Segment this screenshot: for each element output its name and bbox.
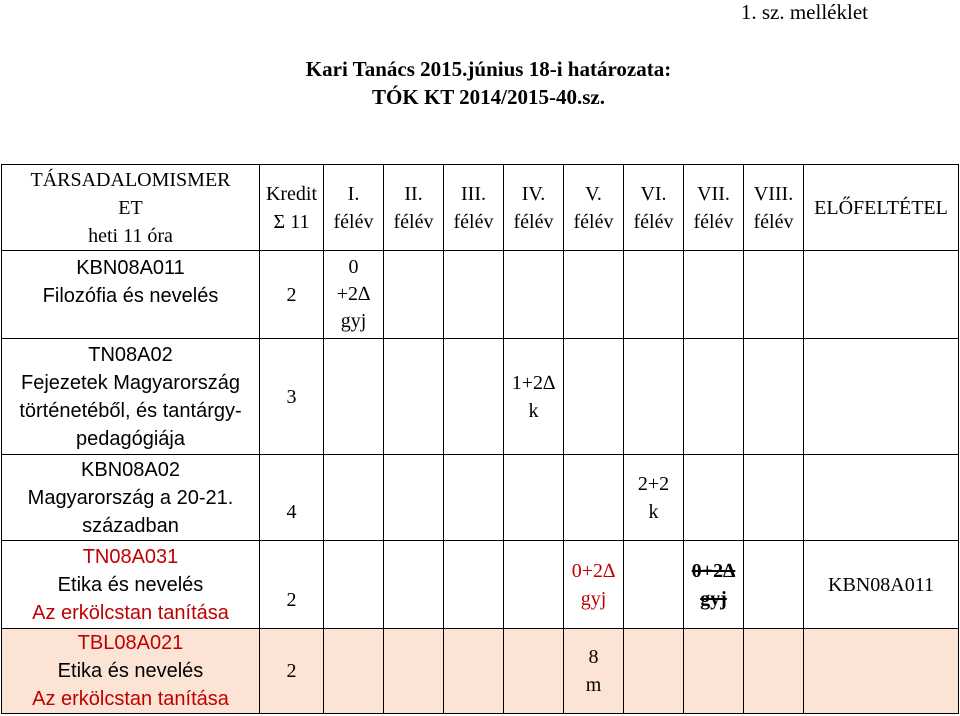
header-row: [2, 165, 959, 251]
table-row: [2, 629, 959, 714]
subject-code: TN08A031: [82, 545, 179, 568]
semester-cell: [564, 339, 624, 455]
semester-cell: [564, 455, 624, 541]
header-credit-label: Kredit: [265, 182, 318, 205]
subject-code: TN08A02: [88, 343, 173, 366]
curriculum-table: [1, 164, 959, 714]
assessment-type: gyj: [340, 310, 367, 332]
subject-name-alt: Az erkölcstan tanítása: [32, 688, 229, 710]
semester-cell: [384, 629, 444, 714]
header-subject-line-3: heti 11 óra: [88, 224, 173, 247]
semester-word: félév: [453, 210, 494, 233]
document-heading: [0, 55, 960, 111]
semester-cell: [624, 455, 684, 541]
subject-name: Etika és nevelés: [57, 660, 204, 682]
subject-name: Fejezetek Magyarország: [21, 371, 240, 394]
semester-word: félév: [393, 210, 434, 233]
prereq-cell: [804, 629, 959, 714]
prereq-cell: [804, 455, 959, 541]
header-semester-8: [744, 165, 804, 251]
subject-cell: [2, 339, 260, 455]
header-credit-sum: Σ 11: [273, 210, 310, 233]
semester-cell: [744, 629, 804, 714]
subject-code: KBN08A02: [81, 458, 180, 481]
subject-name: Filozófia és nevelés: [42, 285, 219, 307]
header-subject-cell: [2, 165, 260, 251]
table-row: [2, 251, 959, 339]
semester-word: félév: [753, 210, 794, 233]
assessment-type: m: [585, 674, 602, 696]
subject-code: KBN08A011: [76, 257, 185, 279]
subject-name: Etika és nevelés: [57, 573, 204, 596]
subject-name: században: [82, 514, 179, 537]
header-subject-line-2: ET: [118, 196, 143, 219]
semester-word: félév: [633, 210, 674, 233]
subject-code: TBL08A021: [77, 632, 184, 654]
credit-cell: 4: [260, 455, 324, 541]
semester-cell: [744, 455, 804, 541]
subject-name: Magyarország a 20-21.: [27, 486, 234, 509]
semester-cell: [684, 541, 744, 629]
semester-cell: [504, 455, 564, 541]
hours-value: 2+2: [637, 472, 670, 495]
table-row: [2, 339, 959, 455]
semester-cell: [684, 629, 744, 714]
semester-cell: [444, 541, 504, 629]
header-prereq-cell: ELŐFELTÉTEL: [804, 165, 959, 251]
semester-word: félév: [333, 210, 374, 233]
semester-number: VIII.: [753, 182, 794, 205]
semester-cell: [564, 629, 624, 714]
semester-number: VII.: [697, 182, 730, 205]
semester-cell: [744, 339, 804, 455]
header-semester-1: [324, 165, 384, 251]
semester-cell: [744, 541, 804, 629]
credit-cell: 3: [260, 339, 324, 455]
semester-cell: [324, 251, 384, 339]
semester-cell: [564, 541, 624, 629]
subject-cell: [2, 629, 260, 714]
header-semester-3: [444, 165, 504, 251]
semester-cell: [444, 251, 504, 339]
semester-cell: [624, 339, 684, 455]
semester-cell: [384, 455, 444, 541]
header-credit-cell: [260, 165, 324, 251]
semester-cell: [624, 629, 684, 714]
semester-cell: [444, 629, 504, 714]
semester-cell: [504, 251, 564, 339]
semester-cell: [684, 339, 744, 455]
semester-cell: [564, 251, 624, 339]
semester-cell: [504, 629, 564, 714]
semester-cell: [444, 455, 504, 541]
prereq-cell: [804, 251, 959, 339]
assessment-type: gyj: [700, 587, 727, 610]
header-semester-7: [684, 165, 744, 251]
hours-value: 0+2∆: [691, 559, 736, 582]
hours-value: +2∆: [336, 283, 371, 305]
semester-cell: [324, 455, 384, 541]
subject-name: pedagógiája: [76, 427, 185, 450]
semester-cell: [384, 339, 444, 455]
assessment-type: k: [648, 500, 659, 523]
heading-line-1: Kari Tanács 2015.június 18-i határozata:: [305, 57, 672, 81]
header-semester-6: [624, 165, 684, 251]
header-semester-5: [564, 165, 624, 251]
semester-number: II.: [404, 182, 423, 205]
semester-cell: [684, 251, 744, 339]
hours-value: 8: [588, 646, 599, 668]
semester-cell: [744, 251, 804, 339]
semester-cell: [504, 541, 564, 629]
semester-number: V.: [585, 182, 602, 205]
credit-cell: 2: [260, 629, 324, 714]
semester-word: félév: [573, 210, 614, 233]
credit-cell: 2: [260, 541, 324, 629]
semester-word: félév: [693, 210, 734, 233]
hours-value: 1+2∆: [511, 371, 556, 394]
semester-number: VI.: [640, 182, 667, 205]
prereq-cell: KBN08A011: [804, 541, 959, 629]
hours-value: 0: [348, 256, 359, 278]
credit-cell: 2: [260, 251, 324, 339]
header-semester-2: [384, 165, 444, 251]
subject-name: történetéből, és tantárgy-: [19, 399, 242, 422]
semester-cell: [624, 251, 684, 339]
semester-cell: [624, 541, 684, 629]
semester-cell: [324, 629, 384, 714]
heading-line-2: TÓK KT 2014/2015-40.sz.: [372, 85, 605, 109]
semester-number: I.: [347, 182, 360, 205]
semester-cell: [324, 339, 384, 455]
table-row: [2, 541, 959, 629]
semester-cell: [384, 251, 444, 339]
prereq-cell: [804, 339, 959, 455]
annex-label: 1. sz. melléklet: [740, 0, 868, 24]
subject-name-alt: Az erkölcstan tanítása: [32, 601, 229, 624]
header-semester-4: [504, 165, 564, 251]
semester-number: III.: [461, 182, 486, 205]
header-subject-line-1: TÁRSADALOMISMER: [30, 168, 231, 191]
semester-word: félév: [513, 210, 554, 233]
table-row: [2, 455, 959, 541]
assessment-type: k: [528, 399, 539, 422]
subject-cell: [2, 541, 260, 629]
semester-cell: [324, 541, 384, 629]
semester-cell: [684, 455, 744, 541]
subject-cell: [2, 251, 260, 339]
semester-cell: [504, 339, 564, 455]
semester-cell: [384, 541, 444, 629]
semester-number: IV.: [521, 182, 546, 205]
subject-cell: [2, 455, 260, 541]
semester-cell: [444, 339, 504, 455]
hours-value: 0+2∆: [571, 559, 616, 582]
assessment-type: gyj: [580, 587, 607, 610]
